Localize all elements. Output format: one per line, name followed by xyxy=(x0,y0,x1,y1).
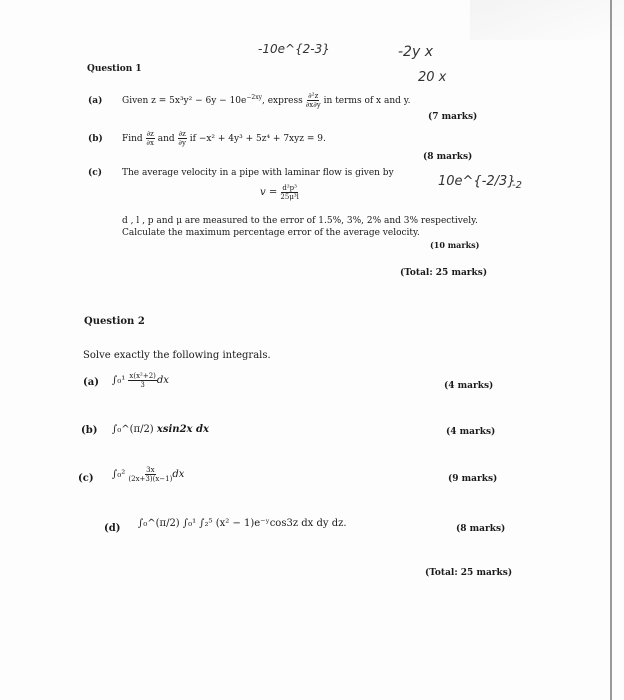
q1b-label: (b) xyxy=(88,134,103,144)
integrand: (x² − 1)e⁻ʸcos3z dx dy dz. xyxy=(215,518,347,529)
q1a-expr: Given z = 5x³y² − 6y − 10e xyxy=(122,96,247,106)
frac-num: ∂z xyxy=(178,130,186,138)
q2d-marks: (8 marks) xyxy=(456,524,506,534)
integrand-fraction xyxy=(128,466,172,483)
q1a-text xyxy=(122,92,411,109)
q1c-formula xyxy=(260,184,299,201)
q1a-express: , express xyxy=(261,96,303,106)
formula-fraction xyxy=(280,184,299,201)
q1c-label: (c) xyxy=(88,168,102,178)
q2-total: (Total: 25 marks) xyxy=(425,568,513,578)
q1b-text xyxy=(122,130,326,147)
q1c-instruction: Calculate the maximum percentage error of the average velocity. xyxy=(122,228,420,238)
q2d-label: (d) xyxy=(104,523,121,534)
q2a-integral xyxy=(112,372,169,389)
integral-sign: ∫₀¹ xyxy=(112,375,126,386)
handwritten-note: 20 x xyxy=(418,70,447,85)
handwritten-note: -2y x xyxy=(398,44,433,60)
frac-num: x(x²+2) xyxy=(129,372,156,380)
q1a-marks: (7 marks) xyxy=(428,112,478,122)
q2c-label: (c) xyxy=(78,473,94,484)
differential: dx xyxy=(172,469,185,480)
q2a-marks: (4 marks) xyxy=(444,381,494,391)
q1-total: (Total: 25 marks) xyxy=(400,268,488,278)
q1b-fraction-2 xyxy=(178,130,187,147)
integrand-fraction xyxy=(128,372,156,389)
frac-den: ∂y xyxy=(178,139,186,147)
frac-den: ∂x∂y xyxy=(305,101,321,109)
frac-num: ∂²z xyxy=(308,92,319,100)
handwritten-note: -10e^{2-3} xyxy=(258,42,330,56)
frac-num: d²p³ xyxy=(282,184,297,192)
q1b-find: Find xyxy=(122,134,143,144)
frac-num: 3x xyxy=(146,466,155,474)
q2b-marks: (4 marks) xyxy=(446,427,496,437)
q1b-and: and xyxy=(157,134,175,144)
q2b-label: (b) xyxy=(81,425,98,436)
frac-den: 25μ³l xyxy=(280,193,299,201)
handwritten-note: -2 xyxy=(512,180,522,191)
paper-edge xyxy=(610,0,612,700)
q1c-text: The average velocity in a pipe with laminar flow is given by xyxy=(122,168,394,178)
integral-sign: ∫₀^(π/2) xyxy=(112,424,154,435)
q2d-integral xyxy=(138,518,347,529)
q1b-equation: if −x² + 4y³ + 5z⁴ + 7xyz = 9. xyxy=(189,134,326,144)
frac-den: 3 xyxy=(140,381,145,389)
q1c-errors: d , l , p and μ are measured to the error of 1.5%, 3%, 2% and 3% respectively. xyxy=(122,216,478,226)
frac-den: (2x+3)(x−1) xyxy=(128,475,173,483)
q1a-label: (a) xyxy=(88,96,103,106)
handwritten-note: 10e^{-2/3} xyxy=(438,174,516,189)
paper-shadow xyxy=(470,0,624,40)
q1a-fraction xyxy=(306,92,321,109)
q2b-integral xyxy=(112,424,209,435)
integral-sign: ∫₀² xyxy=(112,469,126,480)
frac-num: ∂z xyxy=(146,130,154,138)
q2a-label: (a) xyxy=(83,377,99,388)
formula-lhs: v = xyxy=(260,187,278,198)
question2-title: Question 2 xyxy=(84,316,145,327)
q2c-marks: (9 marks) xyxy=(448,474,498,484)
integrand: xsin2x dx xyxy=(156,424,209,435)
q2-intro: Solve exactly the following integrals. xyxy=(83,350,271,361)
q1a-exponent: −2xy xyxy=(246,94,262,101)
question1-title: Question 1 xyxy=(87,64,142,74)
q1b-fraction-1 xyxy=(146,130,155,147)
q1c-marks: (10 marks) xyxy=(430,240,480,250)
integral-sign: ∫₀^(π/2) ∫₀¹ ∫₂⁵ xyxy=(138,518,213,529)
differential: dx xyxy=(156,375,169,386)
q1b-marks: (8 marks) xyxy=(423,152,473,162)
q1a-tail: in terms of x and y. xyxy=(323,96,411,106)
frac-den: ∂x xyxy=(146,139,154,147)
q2c-integral xyxy=(112,466,184,483)
